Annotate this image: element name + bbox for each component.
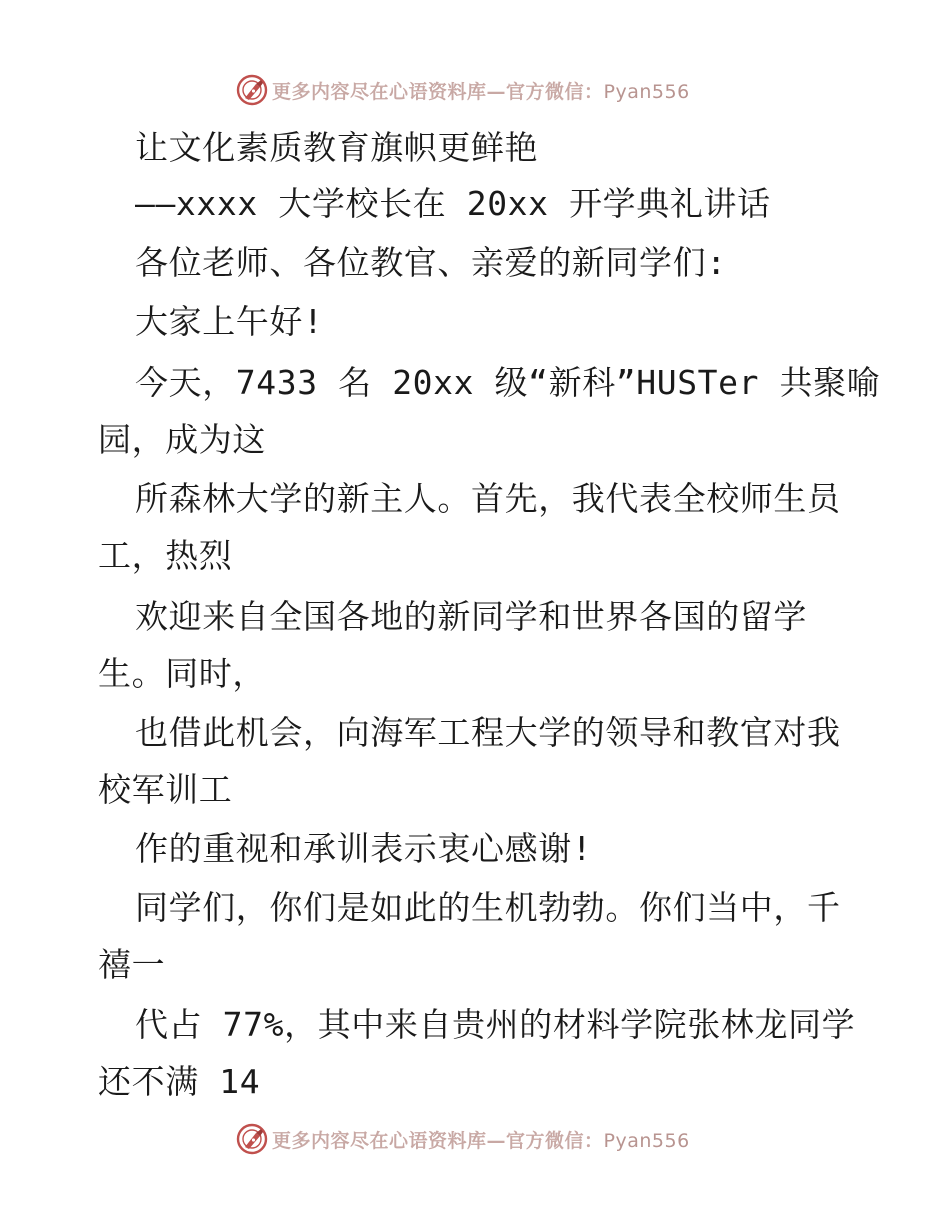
watermark-text [272, 77, 690, 104]
watermark-wechat-id: Pyan556 [603, 80, 690, 103]
text-line: 作的重视和承训表示衷心感谢! [135, 829, 593, 868]
salutation: 各位老师、各位教官、亲爱的新同学们: [135, 243, 727, 282]
text-line: 校军训工 [98, 770, 233, 809]
document-title: 让文化素质教育旗帜更鲜艳 [135, 128, 539, 167]
document-subtitle: ——xxxx 大学校长在 20xx 开学典礼讲话 [135, 184, 771, 223]
text-line: 也借此机会，向海军工程大学的领导和教官对我 [135, 713, 841, 752]
watermark-label: 更多内容尽在心语资料库—官方微信： [272, 80, 604, 103]
greeting: 大家上午好! [135, 302, 324, 341]
pen-nib-logo-icon [236, 1123, 268, 1155]
text-line: 欢迎来自全国各地的新同学和世界各国的留学 [135, 597, 807, 636]
pen-nib-logo-icon [236, 74, 268, 106]
header-watermark [236, 73, 690, 107]
text-line: 生。同时， [98, 654, 266, 693]
text-line: 园，成为这 [98, 420, 266, 459]
text-line: 禧一 [98, 945, 166, 984]
footer-watermark [236, 1122, 690, 1156]
text-line: 今天，7433 名 20xx 级“新科”HUSTer 共聚喻 [135, 363, 881, 402]
watermark-text [272, 1126, 690, 1153]
text-line: 还不满 14 [98, 1062, 261, 1101]
watermark-wechat-id: Pyan556 [603, 1129, 690, 1152]
text-line: 工，热烈 [98, 536, 233, 575]
watermark-label: 更多内容尽在心语资料库—官方微信： [272, 1129, 604, 1152]
text-line: 同学们，你们是如此的生机勃勃。你们当中，千 [135, 888, 841, 927]
text-line: 代占 77%，其中来自贵州的材料学院张林龙同学 [135, 1005, 856, 1044]
text-line: 所森林大学的新主人。首先，我代表全校师生员 [135, 479, 841, 518]
